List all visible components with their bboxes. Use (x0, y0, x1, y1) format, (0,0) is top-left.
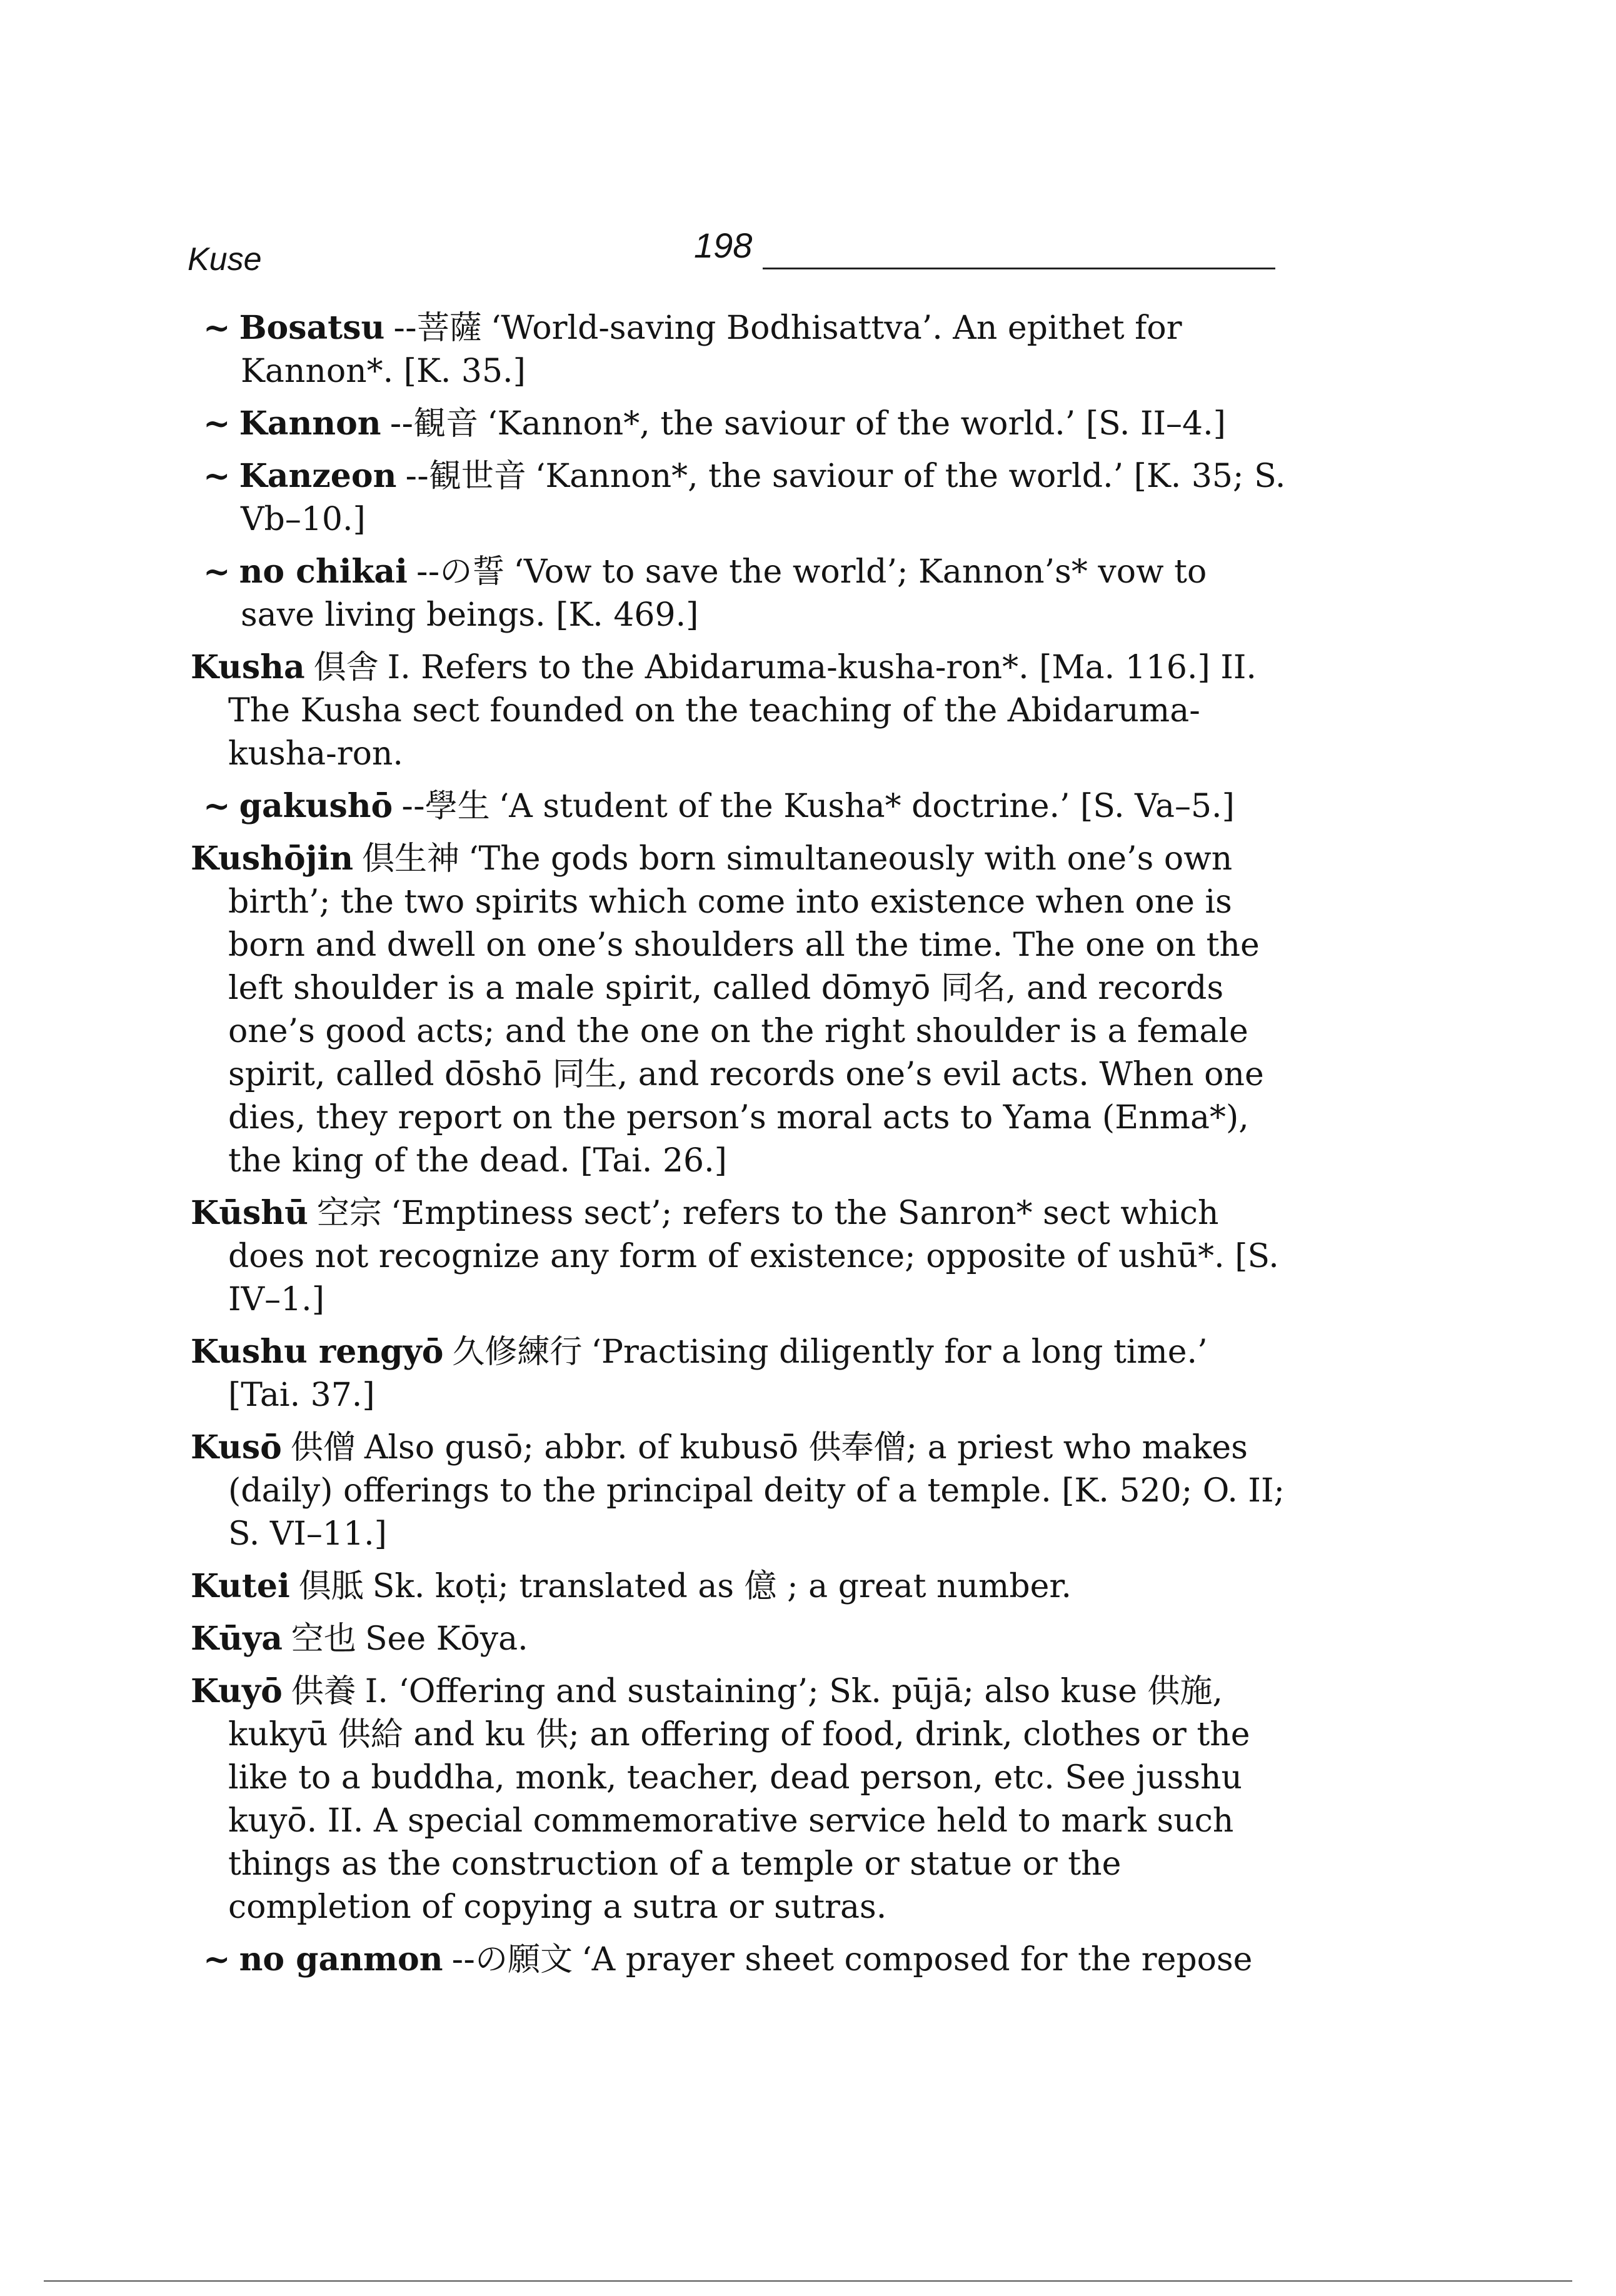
dictionary-entry (203, 785, 1288, 828)
entry-definition: I. Refers to the Abidaruma-kusha-ron*. [Ma. 116.] II. The Kusha sect founded on the teaching of the Abidaruma-kusha-ron. (228, 649, 1257, 773)
entry-kanji: 倶胝 (298, 1568, 364, 1605)
entry-kanji: 倶生神 (362, 840, 460, 878)
entry-definition: ‘Kannon*, the saviour of the world.’ [S. II–4.] (487, 405, 1226, 443)
dictionary-entry (191, 837, 1288, 1183)
entry-tilde: ~ (203, 404, 231, 443)
dictionary-entry (191, 1617, 1288, 1661)
entry-headword: Kushōjin (191, 840, 353, 878)
entry-headword: Kusō (191, 1428, 282, 1466)
dictionary-entry (191, 646, 1288, 776)
entry-kanji: --菩薩 (393, 309, 482, 347)
entry-tilde: ~ (203, 787, 231, 825)
entry-kanji: --観世音 (405, 458, 526, 495)
entry-kanji: 供僧 (290, 1429, 356, 1466)
page-header (188, 225, 1275, 288)
entry-definition: ‘Kannon*, the saviour of the world.’ [K. 35; S. Vb–10.] (241, 458, 1286, 538)
dictionary-entry (191, 1670, 1288, 1929)
entry-headword: no chikai (239, 553, 408, 591)
dictionary-entry (191, 1330, 1288, 1417)
dictionary-entry (203, 402, 1288, 446)
entry-tilde: ~ (203, 457, 231, 495)
page-number: 198 (694, 226, 753, 265)
entry-headword: no ganmon (239, 1940, 443, 1978)
entry-tilde: ~ (203, 309, 231, 347)
entry-tilde: ~ (203, 553, 231, 591)
entry-headword: Bosatsu (239, 309, 385, 347)
entry-kanji: 倶舎 (313, 649, 379, 686)
entry-kanji: --観音 (389, 405, 479, 443)
entry-definition: ‘World-saving Bodhisattva’. An epithet for Kannon*. [K. 35.] (241, 309, 1182, 390)
dictionary-entry (203, 306, 1288, 393)
entry-definition: I. ‘Offering and sustaining’; Sk. pūjā; also kuse 供施, kukyū 供給 and ku 供; an offering of food, drink, clothes or the like to a buddha, monk, teacher, dead person, etc. See jusshu kuyō. II. A special commemorative service held to mark such things as the construction of a temple or statue or the completion of copying a sutra or sutras. (228, 1673, 1250, 1926)
entry-tilde: ~ (203, 1940, 231, 1978)
entry-kanji: --の誓 (416, 553, 505, 591)
dictionary-entry (203, 1938, 1288, 1982)
entry-headword: Kuyō (191, 1672, 283, 1710)
entry-headword: Kūya (191, 1620, 283, 1658)
entry-headword: Kutei (191, 1567, 290, 1605)
entry-kanji: 久修練行 (452, 1333, 583, 1371)
header-rule (763, 268, 1275, 269)
entry-definition: ‘A prayer sheet composed for the repose (581, 1941, 1253, 1978)
entry-definition: ‘A student of the Kusha* doctrine.’ [S. Va–5.] (498, 788, 1235, 825)
entry-definition: ‘Emptiness sect’; refers to the Sanron* sect which does not recognize any form of existence; opposite of ushū*. [S. IV–1.] (228, 1195, 1279, 1318)
footer-rule (44, 2280, 1572, 2282)
entry-definition: ‘Practising diligently for a long time.’ [Tai. 37.] (228, 1333, 1208, 1414)
dictionary-entry (191, 1565, 1288, 1608)
dictionary-entry (203, 454, 1288, 541)
entry-kanji: --の願文 (451, 1941, 573, 1978)
entry-kanji: 空宗 (316, 1195, 382, 1232)
dictionary-entries (191, 306, 1288, 1990)
entry-headword: gakushō (239, 787, 393, 825)
running-head: Kuse (188, 241, 262, 278)
dictionary-entry (203, 550, 1288, 637)
entry-definition: Sk. koṭi; translated as 億 ; a great number. (372, 1568, 1072, 1605)
entry-definition: Also gusō; abbr. of kubusō 供奉僧; a priest who makes (daily) offerings to the principal deity of a temple. [K. 520; O. II; S. VI–11.] (228, 1429, 1285, 1553)
entry-definition: See Kōya. (364, 1620, 528, 1658)
entry-headword: Kannon (239, 404, 381, 443)
entry-kanji: 供養 (291, 1673, 356, 1710)
entry-kanji: 空也 (291, 1620, 356, 1658)
dictionary-entry (191, 1426, 1288, 1556)
entry-kanji: --學生 (401, 788, 490, 825)
entry-definition: ‘The gods born simultaneously with one’s own birth’; the two spirits which come into existence when one is born and dwell on one’s shoulders all the time. The one on the left shoulder is a male spirit, called dōmyō 同名, and records one’s good acts; and the one on the right shoulder is a female spirit, called dōshō 同生, and records one’s evil acts. When one dies, they report on the person’s moral acts to Yama (Enma*), the king of the dead. [Tai. 26.] (228, 840, 1264, 1180)
entry-headword: Kūshū (191, 1194, 308, 1232)
entry-definition: ‘Vow to save the world’; Kannon’s* vow to save living beings. [K. 469.] (241, 553, 1207, 634)
entry-headword: Kanzeon (239, 457, 397, 495)
dictionary-entry (191, 1191, 1288, 1321)
entry-headword: Kusha (191, 648, 305, 686)
entry-headword: Kushu rengyō (191, 1333, 444, 1371)
